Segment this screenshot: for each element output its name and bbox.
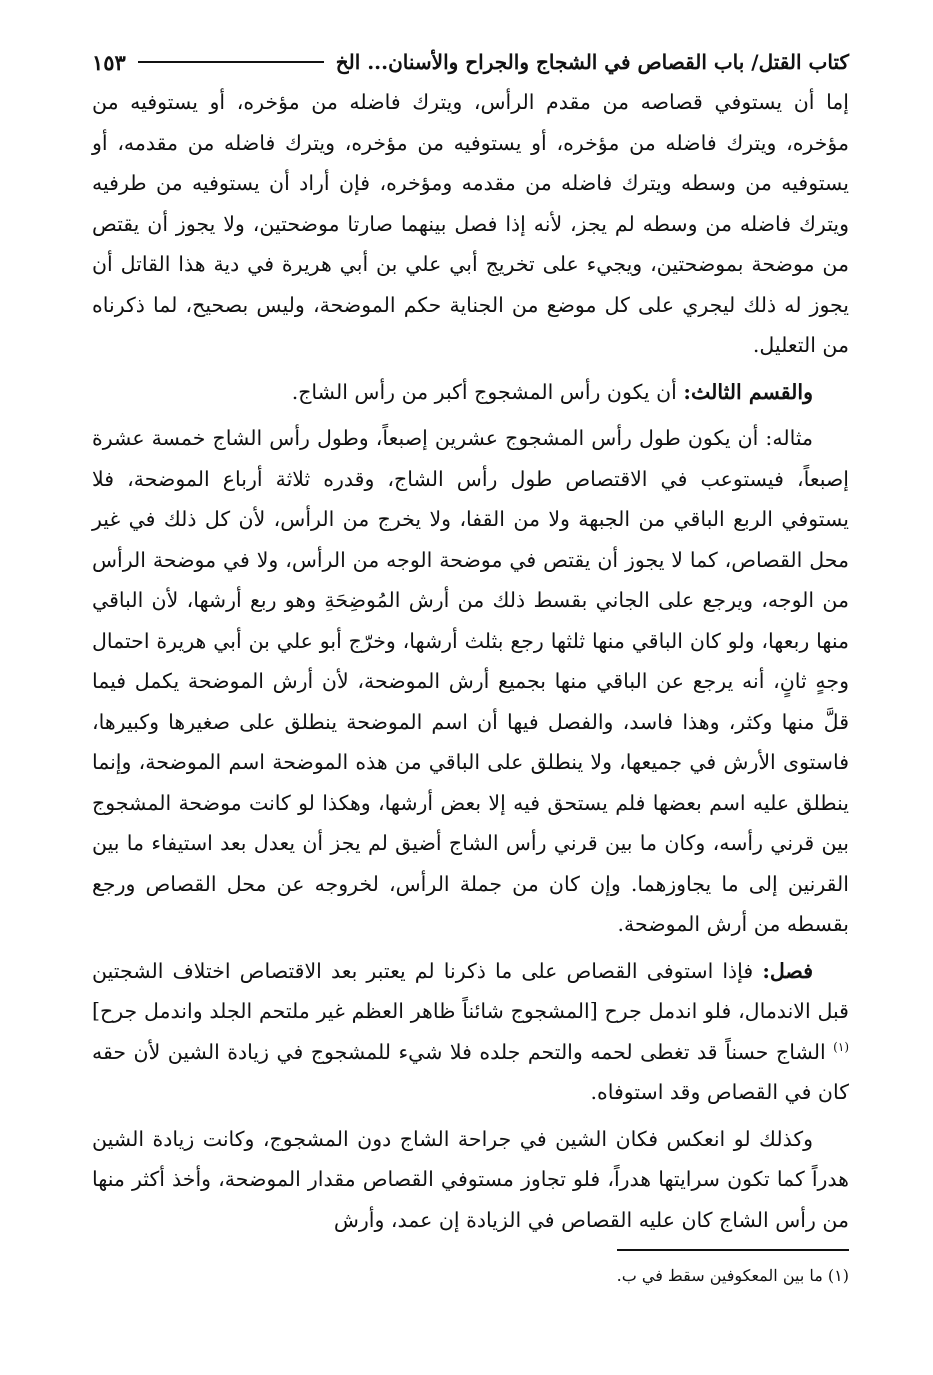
paragraph: [92, 1119, 849, 1241]
section-heading: والقسم الثالث:: [683, 379, 813, 404]
paragraph-text: أن يكون رأس المشجوج أكبر من رأس الشاج.: [291, 379, 684, 404]
paragraph-text: الشاج حسناً قد تغطى لحمه والتحم جلده فلا شيء للمشجوج في زيادة الشين لأن حقه كان في القصاص وقد استوفاه.: [92, 1039, 849, 1104]
body-text: [92, 82, 849, 1240]
paragraph: [92, 82, 849, 366]
paragraph-text: فإذا استوفى القصاص على ما ذكرنا لم يعتبر بعد الاقتصاص اختلاف الشجتين قبل الاندمال، فلو اندمل جرح [المشجوج شائناً ظاهر العظم غير ملتحم الجلد واندمل جرح]: [92, 958, 849, 1023]
footnote-rule: [617, 1249, 849, 1251]
header-rule: [138, 61, 324, 63]
paragraph: [92, 372, 849, 413]
section-heading: فصل:: [762, 958, 813, 983]
paragraph: [92, 418, 849, 945]
chapter-title: كتاب القتل/ باب القصاص في الشجاج والجراح والأسنان... الخ: [335, 50, 849, 74]
paragraph: [92, 951, 849, 1113]
running-header: [92, 44, 849, 80]
page-number: ١٥٣: [92, 49, 126, 75]
footnote-reference[interactable]: (١): [833, 1039, 849, 1054]
paragraph-text: وكذلك لو انعكس فكان الشين في جراحة الشاج دون المشجوج، وكانت زيادة الشين هدراً كما تكون سرايتها هدراً، فلو تجاوز مستوفي القصاص مقدار الموضحة، وأخذ أكثر منها من رأس الشاج كان عليه القصاص في الزيادة إن عمد، وأرش: [92, 1126, 849, 1232]
footnote: (١) ما بين المعكوفين سقط في ب.: [616, 1266, 849, 1285]
paragraph-text: إما أن يستوفي قصاصه من مقدم الرأس، ويترك فاضله من مؤخره، أو يستوفيه من مؤخره، ويترك فاضله من مؤخره، أو يستوفيه من مؤخره، ويترك فاضله من مقدمه، أو يستوفيه من وسطه ويترك فاضله من مقدمه ومؤخره، فإن أراد أن يستوفيه من طرفيه ويترك فاضله من وسطه لم يجز، لأنه إذا فصل بينهما صارتا موضحتين، ولا يجوز أن يقتص من موضحة بموضحتين، ويجيء على تخريج أبي علي بن أبي هريرة في دية هذا القاتل أن يجوز له ذلك ليجري على كل موضع من الجناية حكم الموضحة، وليس بصحيح، لما ذكرناه من التعليل.: [92, 90, 849, 357]
paragraph-text: مثاله: أن يكون طول رأس المشجوج عشرين إصبعاً، وطول رأس الشاج خمسة عشرة إصبعاً، فيستوعب في الاقتصاص طول رأس الشاج، وقدره ثلاثة أرباع الموضحة، فلا يستوفي الربع الباقي من الجبهة ولا من القفا، ولا يخرج من الرأس، لأن كل ذلك في غير محل القصاص، كما لا يجوز أن يقتص في موضحة الوجه من الرأس، ولا في موضحة الرأس من الوجه، ويرجع على الجاني بقسط ذلك من أرش المُوضِحَةِ وهو ربع أرشها، لأن الباقي منها ربعها، ولو كان الباقي منها ثلثها رجع بثلث أرشها، وخرّج أبو علي بن أبي هريرة احتمال وجهٍ ثانٍ، أنه يرجع عن الباقي منها بجميع أرش الموضحة، لأن أرش الموضحة يكمل فيما قلَّ منها وكثر، وهذا فاسد، والفصل فيها أن اسم الموضحة ينطلق على صغيرها وكبيرها، فاستوى الأرش في جميعها، ولا ينطلق على الباقي من هذه الموضحة اسم الموضحة، وإنما ينطلق عليه اسم بعضها فلم يستحق فيه إلا بعض أرشها، وهكذا لو كانت موضحة المشجوج بين قرني رأسه، وكان ما بين قرني رأس الشاج أضيق لم يجز أن يعدل بعد استيفاء ما بين القرنين إلى ما يجاوزهما. وإن كان من جملة الرأس، لخروجه عن محل القصاص ورجع بقسطه من أرش الموضحة.: [92, 426, 849, 936]
